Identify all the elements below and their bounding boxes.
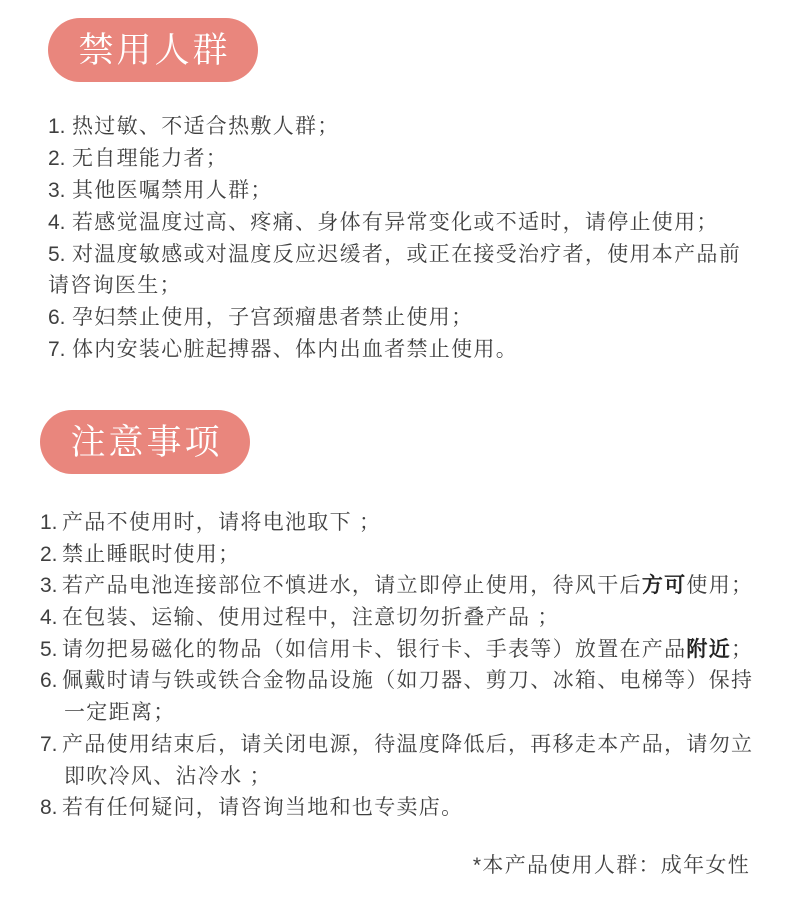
list-item xyxy=(48,334,741,366)
list-item xyxy=(48,143,741,175)
list-item xyxy=(48,239,741,271)
item-text-emphasis: 方可 xyxy=(641,574,687,598)
list-item xyxy=(40,665,753,697)
item-number: 5. xyxy=(48,242,66,266)
precautions-title: 注意事项 xyxy=(70,422,223,462)
item-text: 禁止睡眠时使用； xyxy=(62,542,241,566)
item-text: 请勿把易磁化的物品（如信用卡、银行卡、手表等）放置在产品 xyxy=(62,637,687,661)
item-text: 热过敏、不适合热敷人群； xyxy=(72,115,340,138)
list-item xyxy=(40,570,753,602)
list-item xyxy=(40,507,753,539)
item-number: 3. xyxy=(48,178,66,202)
contraindications-header-pill xyxy=(48,18,258,82)
item-text: 其他医嘱禁用人群； xyxy=(72,178,273,202)
item-text-emphasis: 附近 xyxy=(686,637,732,661)
list-item-continuation xyxy=(48,270,741,302)
list-item-continuation xyxy=(40,761,753,793)
list-item xyxy=(48,207,741,239)
item-number: 3. xyxy=(40,574,58,598)
item-number: 6. xyxy=(48,306,66,330)
contraindications-title: 禁用人群 xyxy=(78,30,231,70)
item-number: 2. xyxy=(48,146,66,170)
item-text: 若产品电池连接部位不慎进水，请立即停止使用，待风干后 xyxy=(62,574,642,598)
list-item xyxy=(40,634,753,666)
precautions-header-pill xyxy=(40,410,250,474)
item-text-tail: ； xyxy=(731,637,754,661)
item-text: 若感觉温度过高、疼痛、身体有异常变化或不适时，请停止使用； xyxy=(72,210,719,234)
item-text: 无自理能力者； xyxy=(72,146,229,170)
item-number: 6. xyxy=(40,669,58,693)
list-item xyxy=(40,792,753,824)
item-text: 若有任何疑问，请咨询当地和也专卖店。 xyxy=(62,796,464,820)
item-text-continuation: 一定距离； xyxy=(64,701,176,725)
list-item xyxy=(48,111,741,143)
list-item xyxy=(48,302,741,334)
item-number: 2. xyxy=(40,542,58,566)
list-item-continuation xyxy=(40,697,753,729)
item-number: 4. xyxy=(40,606,58,630)
item-text: 体内安装心脏起搏器、体内出血者禁止使用。 xyxy=(72,338,518,362)
list-item xyxy=(40,729,753,761)
item-text: 孕妇禁止使用，子宫颈瘤患者禁止使用； xyxy=(72,306,474,330)
item-text: 佩戴时请与铁或铁合金物品设施（如刀器、剪刀、冰箱、电梯等）保持 xyxy=(62,669,754,693)
item-number: 4. xyxy=(48,210,66,234)
contraindications-list xyxy=(48,111,741,366)
item-number: 1. xyxy=(48,115,66,138)
list-item xyxy=(40,602,753,634)
list-item xyxy=(40,539,753,571)
item-number: 7. xyxy=(40,732,58,756)
item-number: 7. xyxy=(48,338,66,362)
item-text-continuation: 即吹冷风、沾冷水 ； xyxy=(64,764,272,788)
item-text: 在包装、运输、使用过程中，注意切勿折叠产品 ； xyxy=(62,606,560,630)
item-text: 产品不使用时，请将电池取下 ； xyxy=(62,511,382,534)
item-text-continuation: 请咨询医生； xyxy=(48,274,182,298)
item-text: 对温度敏感或对温度反应迟缓者，或正在接受治疗者，使用本产品前 xyxy=(72,242,741,266)
item-number: 5. xyxy=(40,637,58,661)
list-item xyxy=(48,175,741,207)
item-text: 产品使用结束后，请关闭电源，待温度降低后，再移走本产品，请勿立 xyxy=(62,732,754,756)
item-number: 1. xyxy=(40,511,58,534)
item-number: 8. xyxy=(40,796,58,820)
precautions-list xyxy=(40,507,753,824)
item-text-tail: 使用； xyxy=(686,574,754,598)
target-users-footnote: *本产品使用人群：成年女性 xyxy=(472,854,750,877)
